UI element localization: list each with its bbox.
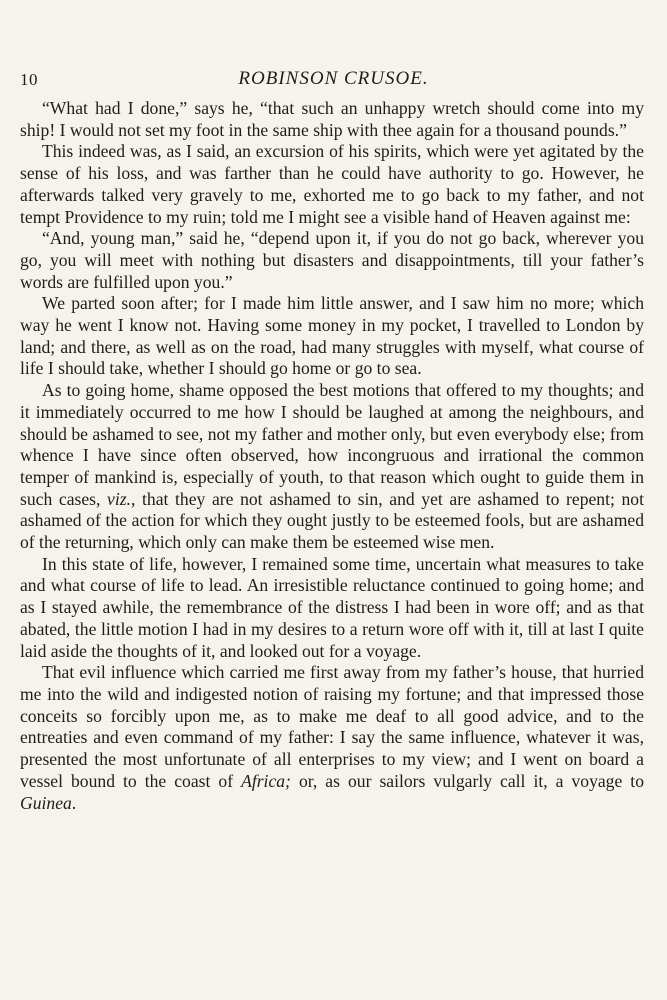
- body-text: [20, 98, 644, 814]
- italic-place-name: Guinea: [20, 792, 72, 813]
- paragraph: This indeed was, as I said, an excursion of his spirits, which were yet agitated by the sense of his loss, and was farther than he could have authority to go. However, he afterwards talked very gravely to me, exhorted me to go back to my father, and not tempt Providence to my ruin; told me I might see a visible hand of Heaven against me:: [20, 141, 644, 227]
- paragraph: In this state of life, however, I remained some time, uncertain what measures to take and what course of life to lead. An irresistible reluctance continued to going home; and as I stayed awhile, the remembrance of the distress I had been in wore off; and as that abated, the little motion I had in my desires to a return wore off with it, till at last I quite laid aside the thoughts of it, and looked out for a voyage.: [20, 553, 644, 661]
- italic-place-name: Africa;: [241, 770, 291, 791]
- paragraph-text: .: [71, 792, 77, 813]
- paragraph-text: , that they are not ashamed to sin, and yet are ashamed to repent; not ashamed of the action for which they ought justly to be esteemed fools, but are ashamed of the returning, which only can make them be esteemed wise men.: [20, 488, 644, 553]
- italic-term: viz.: [107, 488, 131, 509]
- paragraph-text: or, as our sailors vulgarly call it, a voyage to: [290, 770, 644, 791]
- paragraph-text: As to going home, shame opposed the best motions that offered to my thoughts; and it immediately occurred to me how I should be laughed at among the neighbours, and should be ashamed to see, not my father and mother only, but even everybody else; from whence I have since often observed, how incongruous and irrational the common temper of mankind is, especially of youth, to that reason which ought to guide them in such cases,: [20, 380, 644, 509]
- paragraph: We parted soon after; for I made him little answer, and I saw him no more; which way he went I know not. Having some money in my pocket, I travelled to London by land; and there, as well as on the road, had many struggles with myself, what course of life I should take, whether I should go home or go to sea.: [20, 293, 644, 379]
- running-title: ROBINSON CRUSOE.: [238, 68, 429, 89]
- paragraph: “What had I done,” says he, “that such an unhappy wretch should come into my ship! I would not set my foot in the same ship with thee again for a thousand pounds.”: [20, 98, 644, 140]
- paragraph-text: That evil influence which carried me first away from my father’s house, that hurried me into the wild and indigested notion of raising my fortune; and that impressed those conceits so forcibly upon me, as to make me deaf to all good advice, and to the entreaties and even command of my father: I say the same influence, whatever it was, presented the most unfortunate of all enterprises to my view; and I went on board a vessel bound to the coast of: [20, 662, 644, 791]
- paragraph: [20, 662, 644, 814]
- paragraph: “And, young man,” said he, “depend upon it, if you do not go back, wherever you go, you will meet with nothing but disasters and disappointments, till your father’s words are fulfilled upon you.”: [20, 228, 644, 292]
- paragraph: [20, 380, 644, 554]
- page-number: 10: [20, 70, 38, 89]
